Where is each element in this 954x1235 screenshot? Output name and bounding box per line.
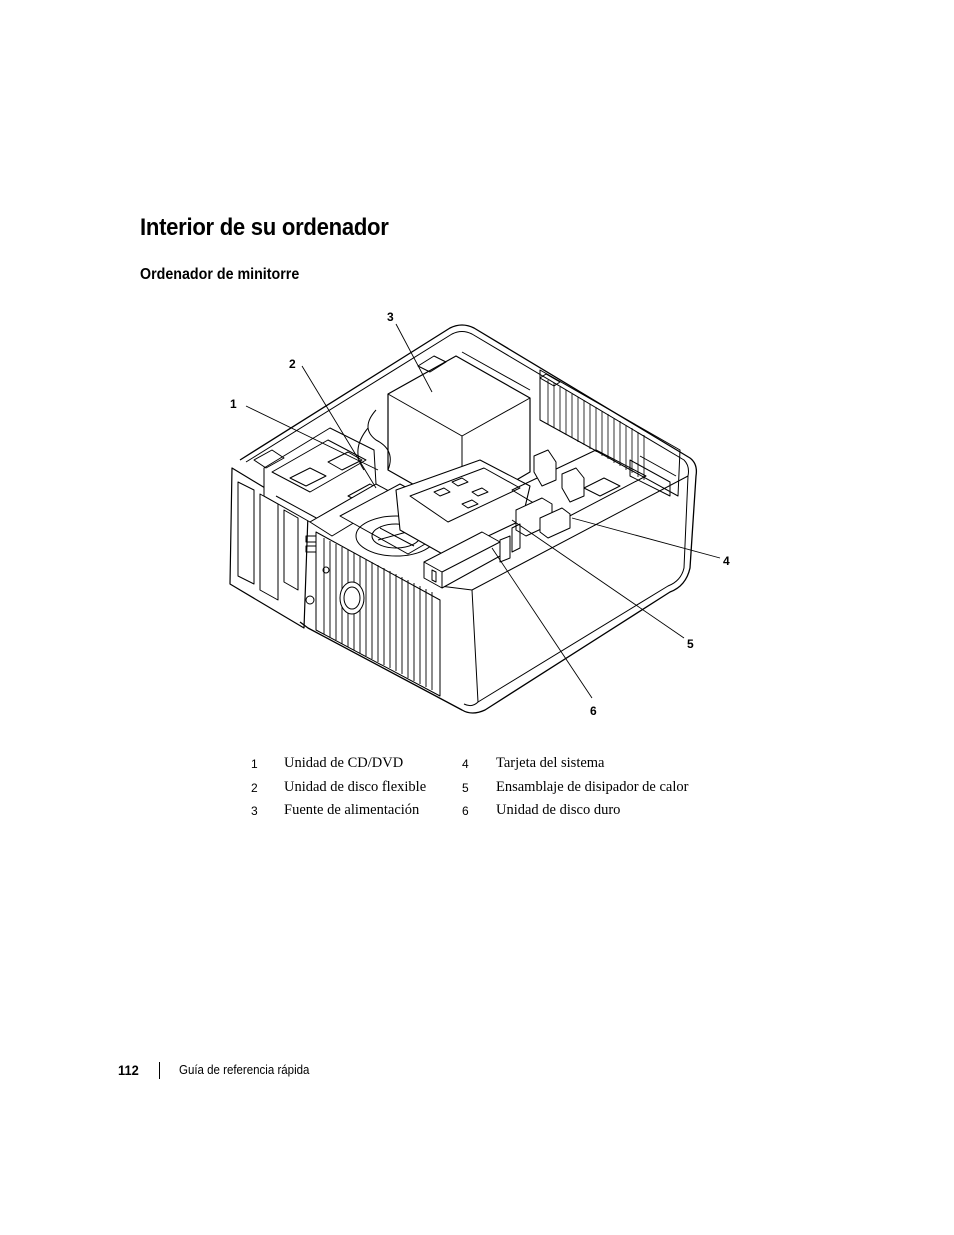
legend-number: 5 — [462, 780, 469, 795]
computer-illustration — [200, 300, 760, 730]
legend-label: Fuente de alimentación — [284, 802, 420, 818]
legend-label: Tarjeta del sistema — [496, 755, 605, 771]
legend-number: 4 — [462, 757, 469, 771]
legend-number: 3 — [251, 804, 258, 818]
legend-row — [246, 801, 716, 825]
footer-separator — [159, 1062, 160, 1079]
legend-label: Unidad de disco flexible — [284, 778, 427, 795]
callout-line-4 — [572, 518, 720, 558]
legend-number: 2 — [251, 780, 258, 795]
page-title: Interior de su ordenador — [140, 214, 389, 241]
callout-number-6: 6 — [590, 704, 597, 718]
legend-row — [246, 754, 716, 778]
computer-interior-figure — [200, 300, 760, 730]
callout-line-6 — [492, 548, 592, 698]
callout-number-5: 5 — [687, 637, 694, 651]
legend-table — [246, 754, 716, 825]
legend-label: Unidad de CD/DVD — [284, 755, 404, 771]
legend-number: 6 — [462, 804, 469, 818]
callout-line-5 — [512, 520, 684, 638]
page-number: 112 — [118, 1062, 139, 1078]
section-title: Ordenador de minitorre — [140, 266, 300, 283]
callout-number-1: 1 — [230, 397, 237, 411]
legend-row — [246, 778, 716, 802]
page-footer — [118, 1062, 518, 1082]
legend-number: 1 — [251, 757, 258, 771]
footer-book-title: Guía de referencia rápida — [179, 1063, 310, 1077]
callout-number-4: 4 — [723, 554, 730, 568]
legend-label: Ensamblaje de disipador de calor — [496, 778, 689, 795]
legend-label: Unidad de disco duro — [496, 802, 621, 818]
callout-number-2: 2 — [289, 357, 296, 371]
callout-number-3: 3 — [387, 310, 394, 324]
